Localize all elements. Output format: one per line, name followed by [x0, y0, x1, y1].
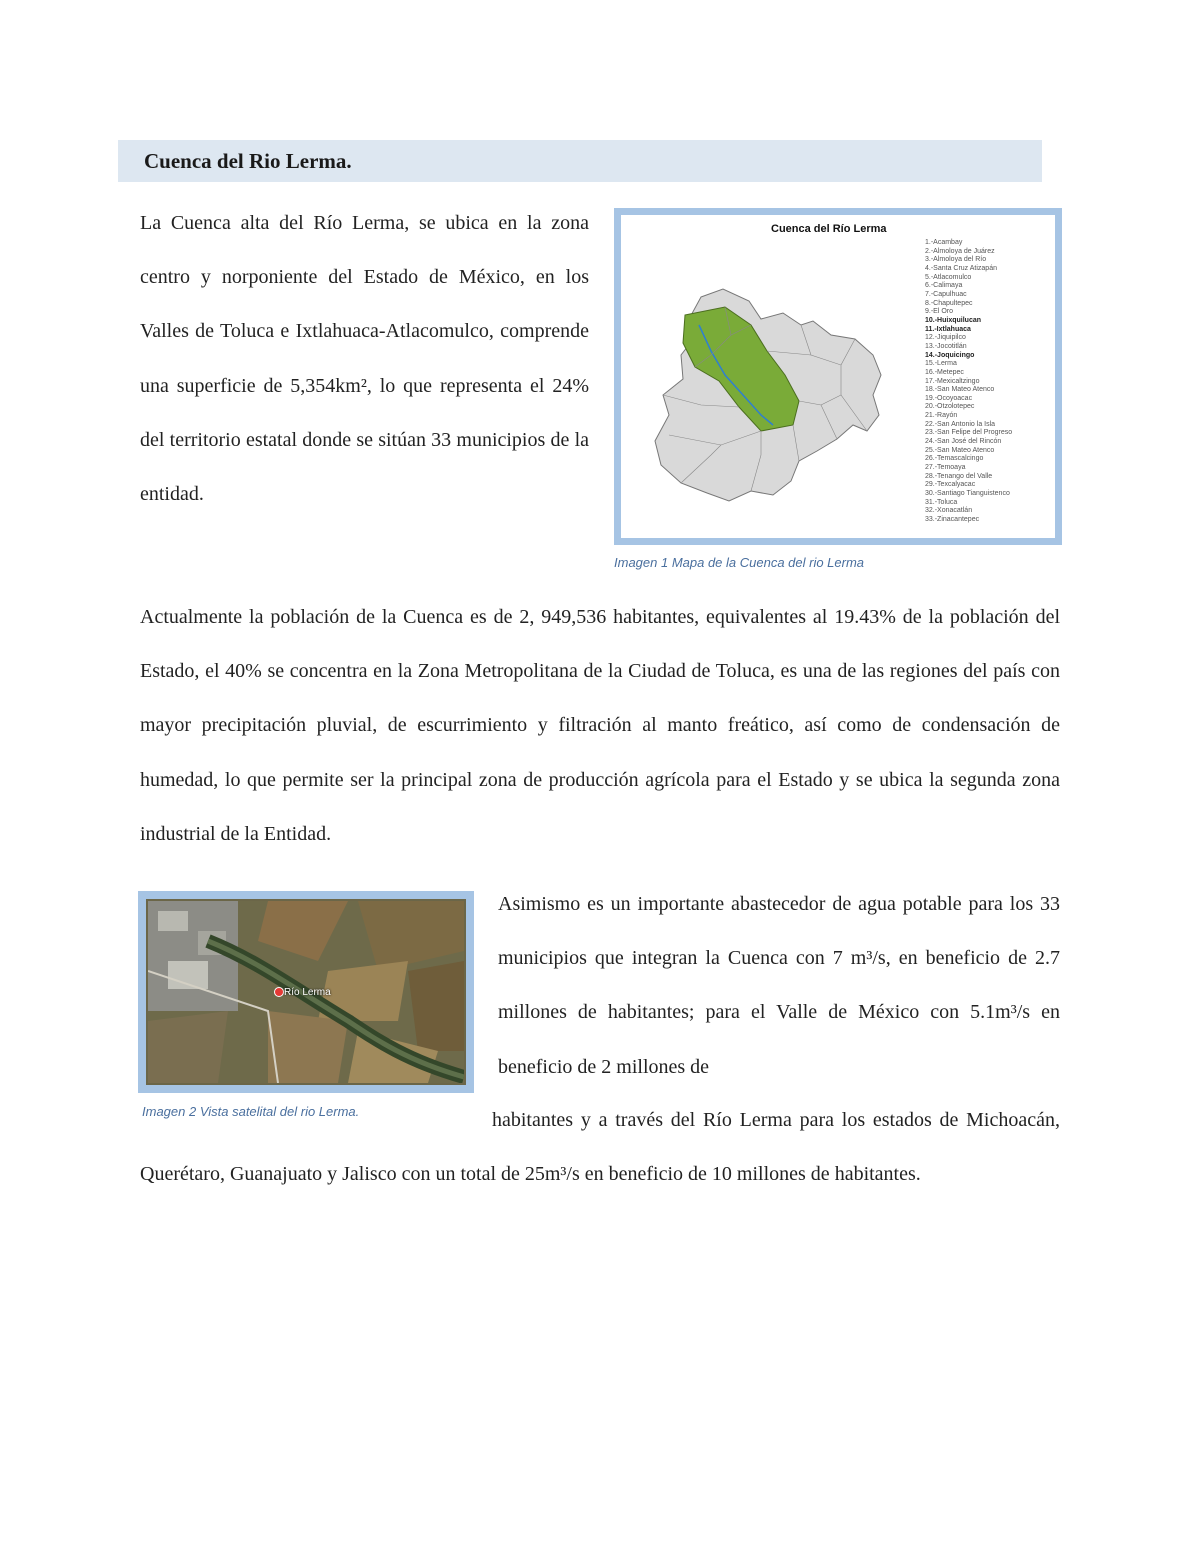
legend-item: 21.-Rayón	[925, 412, 958, 420]
legend-item: 14.-Joquicingo	[925, 351, 975, 359]
map-legend	[925, 239, 1012, 525]
legend-item: 30.-Santiago Tianguistenco	[925, 490, 1010, 498]
legend-item: 4.-Santa Cruz Atizapán	[925, 264, 997, 272]
legend-item: 31.-Toluca	[925, 498, 958, 506]
legend-item: 32.-Xonacatlán	[925, 507, 973, 515]
legend-item: 26.-Temascalcingo	[925, 455, 984, 463]
satellite-image	[138, 891, 474, 1093]
satellite-caption: Imagen 2 Vista satelital del rio Lerma.	[142, 1104, 360, 1119]
legend-item: 22.-San Antonio la Isla	[925, 420, 996, 428]
legend-item: 9.-El Oro	[925, 308, 954, 316]
satellite-label: Río Lerma	[284, 987, 331, 998]
section-heading: Cuenca del Rio Lerma.	[144, 149, 352, 173]
legend-item: 2.-Almoloya de Juárez	[925, 247, 995, 255]
legend-item: 12.-Jiquipilco	[925, 334, 966, 342]
legend-item: 13.-Jocotitlán	[925, 342, 967, 350]
legend-item: 20.-Otzolotepec	[925, 403, 975, 411]
legend-item: 25.-San Mateo Atenco	[925, 446, 995, 454]
legend-item: 29.-Texcalyacac	[925, 481, 976, 489]
legend-item: 3.-Almoloya del Río	[925, 256, 987, 264]
section-heading-bar	[118, 140, 1042, 182]
paragraph-population: Actualmente la población de la Cuenca es de 2, 949,536 habitantes, equivalentes al 19.43% de la población del Estado, el 40% se concentra en la Zona Metropolitana de la Ciudad de Toluca, es una de las regiones del país con mayor precipitación pluvial, de escurrimiento y filtración al manto freático, así como de condensación de humedad, lo que permite ser la principal zona de producción agrícola para el Estado y se ubica la segunda zona industrial de la Entidad.	[140, 606, 1060, 845]
legend-item: 19.-Ocoyoacac	[925, 394, 973, 402]
legend-item: 33.-Zinacantepec	[925, 516, 980, 523]
legend-item: 11.-Ixtlahuaca	[925, 325, 971, 333]
legend-item: 24.-San José del Rincón	[925, 438, 1002, 446]
legend-item: 5.-Atlacomulco	[925, 273, 972, 281]
legend-item: 7.-Capulhuac	[925, 290, 967, 298]
paragraph-water-supply-continued: habitantes y a través del Río Lerma para los estados de Michoacán, Querétaro, Guanajuato y Jalisco con un total de 25m³/s en beneficio de 10 millones de habitantes.	[140, 1109, 1060, 1186]
legend-item: 15.-Lerma	[925, 360, 957, 368]
legend-item: 1.-Acambay	[925, 239, 963, 246]
legend-item: 17.-Mexicaltzingo	[925, 377, 980, 385]
legend-item: 8.-Chapultepec	[925, 299, 973, 307]
paragraph-location: La Cuenca alta del Río Lerma, se ubica en la zona centro y norponiente del Estado de México, en los Valles de Toluca e Ixtlahuaca-Atlacomulco, comprende una superficie de 5,354km², lo que representa el 24% del territorio estatal donde se sitúan 33 municipios de la entidad.	[140, 212, 589, 506]
legend-item: 6.-Calimaya	[925, 282, 963, 290]
legend-item: 23.-San Felipe del Progreso	[925, 429, 1013, 437]
map-caption: Imagen 1 Mapa de la Cuenca del rio Lerma	[614, 555, 865, 570]
map-title: Cuenca del Río Lerma	[771, 223, 887, 235]
legend-item: 18.-San Mateo Atenco	[925, 386, 995, 394]
map-pin-icon	[274, 987, 284, 997]
legend-item: 10.-Huixquilucan	[925, 316, 982, 324]
legend-item: 28.-Tenango del Valle	[925, 472, 993, 480]
legend-item: 27.-Temoaya	[925, 464, 966, 472]
legend-item: 16.-Metepec	[925, 368, 964, 376]
basin-map-graphic	[641, 255, 931, 525]
basin-map-image	[614, 208, 1062, 545]
paragraph-water-supply: Asimismo es un importante abastecedor de agua potable para los 33 municipios que integran la Cuenca con 7 m³/s, en beneficio de 2.7 millones de habitantes; para el Valle de México con 5.1m³/s en beneficio de 2 millones de	[498, 893, 1060, 1078]
